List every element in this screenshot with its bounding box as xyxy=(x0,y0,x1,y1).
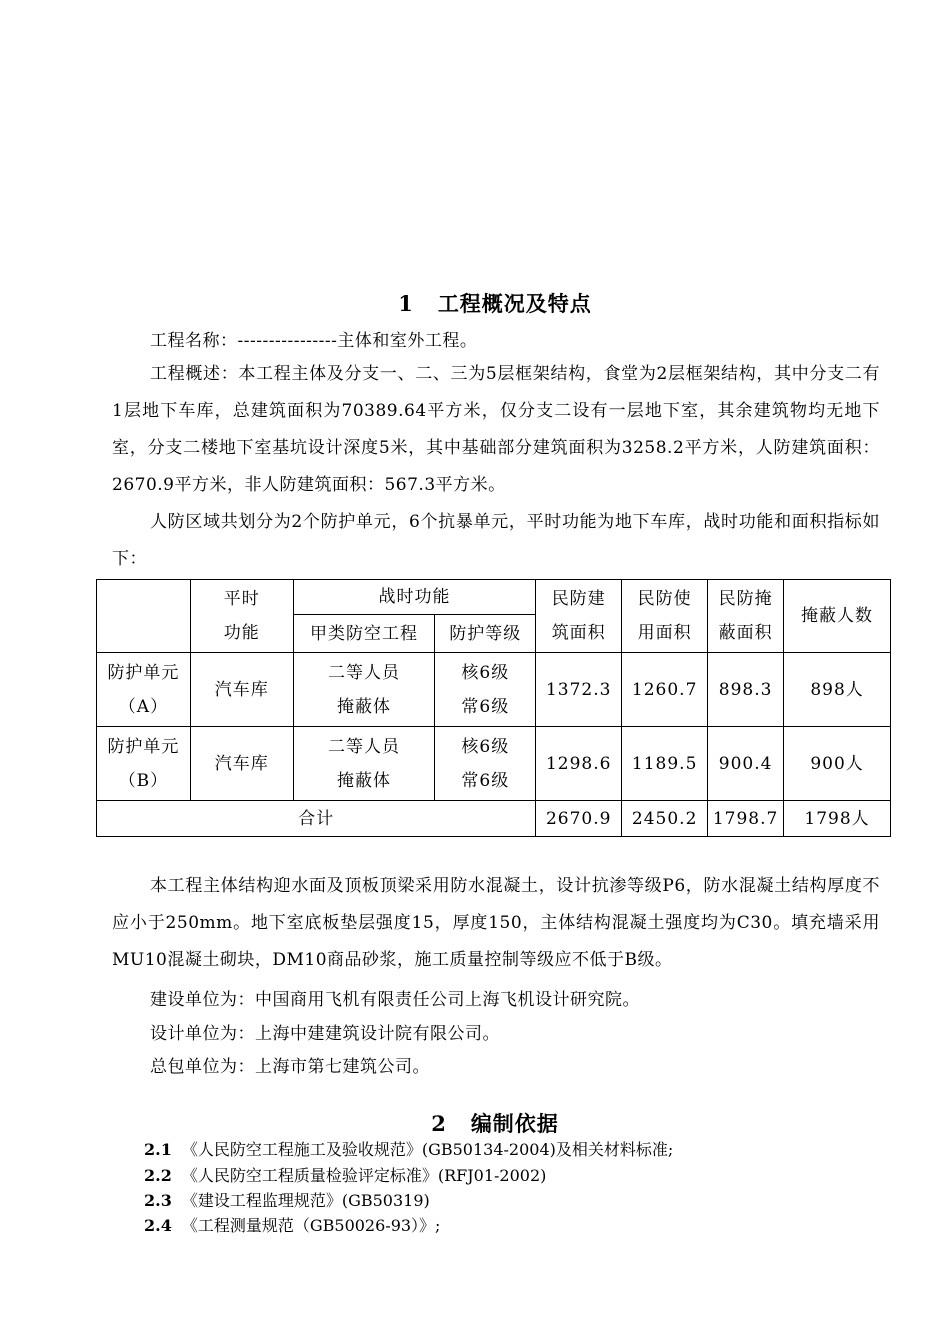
header-people: 掩蔽人数 xyxy=(784,580,891,653)
civil-defense-intro: 人防区域共划分为2个防护单元，6个抗暴单元，平时功能为地下车库，战时功能和面积指标如下： xyxy=(112,512,880,569)
unit-cell: 防护单元 （B） xyxy=(97,727,191,801)
total-use: 2450.2 xyxy=(622,801,708,837)
structure-description: 本工程主体结构迎水面及顶板顶梁采用防水混凝土，设计抗渗等级P6，防水混凝土结构厚度不应小于250mm。地下室底板垫层强度15，厚度150，主体结构混凝土强度均为C30。填充墙采用MU10混凝土砌块，DM10商品砂浆，施工质量控制等级应不低于B级。 xyxy=(112,876,880,970)
use-area-cell: 1189.5 xyxy=(622,727,708,801)
section-2-heading xyxy=(0,1108,950,1138)
use-area-cell: 1260.7 xyxy=(622,653,708,727)
build-area-cell: 1298.6 xyxy=(536,727,622,801)
reference-item: 2.3 《建设工程监理规范》(GB50319) xyxy=(144,1191,430,1210)
section-1-heading xyxy=(0,288,950,318)
header-protection-level: 防护等级 xyxy=(435,615,536,653)
total-people: 1798人 xyxy=(784,801,891,837)
unit-cell: 防护单元 （A） xyxy=(97,653,191,727)
shelter-area-cell: 898.3 xyxy=(708,653,784,727)
table-row xyxy=(97,653,891,727)
reference-item: 2.1 《人民防空工程施工及验收规范》(GB50134-2004)及相关材料标准; xyxy=(144,1140,674,1159)
section-1-title: 工程概况及特点 xyxy=(437,291,592,316)
total-label: 合计 xyxy=(97,801,536,837)
owner-unit: 建设单位为：中国商用飞机有限责任公司上海飞机设计研究院。 xyxy=(150,990,640,1010)
total-shelter: 1798.7 xyxy=(708,801,784,837)
class-cell: 二等人员 掩蔽体 xyxy=(293,727,435,801)
reference-item: 2.2 《人民防空工程质量检验评定标准》(RFJ01-2002) xyxy=(144,1166,547,1185)
design-unit: 设计单位为：上海中建建筑设计院有限公司。 xyxy=(150,1024,500,1044)
people-cell: 900人 xyxy=(784,727,891,801)
reference-item: 2.4 《工程测量规范（GB50026-93）》; xyxy=(144,1216,441,1235)
build-area-cell: 1372.3 xyxy=(536,653,622,727)
header-wartime-class: 甲类防空工程 xyxy=(293,615,435,653)
level-cell: 核6级 常6级 xyxy=(435,653,536,727)
section-2-number: 2 xyxy=(431,1111,447,1136)
header-area-use: 民防使 用面积 xyxy=(622,580,708,653)
peace-cell: 汽车库 xyxy=(190,653,293,727)
section-1-number: 1 xyxy=(398,291,414,316)
shelter-area-cell: 900.4 xyxy=(708,727,784,801)
header-wartime: 战时功能 xyxy=(293,580,536,615)
table-row xyxy=(97,727,891,801)
total-row xyxy=(97,801,891,837)
total-build: 2670.9 xyxy=(536,801,622,837)
header-area-shelter: 民防掩 蔽面积 xyxy=(708,580,784,653)
class-cell: 二等人员 掩蔽体 xyxy=(293,653,435,727)
peace-cell: 汽车库 xyxy=(190,727,293,801)
header-peacetime: 平时 功能 xyxy=(190,580,293,653)
section-2-title: 编制依据 xyxy=(470,1111,559,1136)
wartime-function-table xyxy=(96,579,891,837)
header-empty-cell xyxy=(97,580,191,653)
level-cell: 核6级 常6级 xyxy=(435,727,536,801)
project-overview: 工程概述：本工程主体及分支一、二、三为5层框架结构，食堂为2层框架结构，其中分支二有1层地下车库，总建筑面积为70389.64平方米，仅分支二设有一层地下室，其余建筑物均无地下室，分支二楼地下室基坑设计深度5米，其中基础部分建筑面积为3258.2平方米，人防建筑面积：2670.9平方米，非人防建筑面积：567.3平方米。 xyxy=(112,364,880,495)
people-cell: 898人 xyxy=(784,653,891,727)
project-name: 工程名称：----------------主体和室外工程。 xyxy=(150,331,478,351)
header-area-build: 民防建 筑面积 xyxy=(536,580,622,653)
contractor-unit: 总包单位为：上海市第七建筑公司。 xyxy=(150,1057,430,1077)
